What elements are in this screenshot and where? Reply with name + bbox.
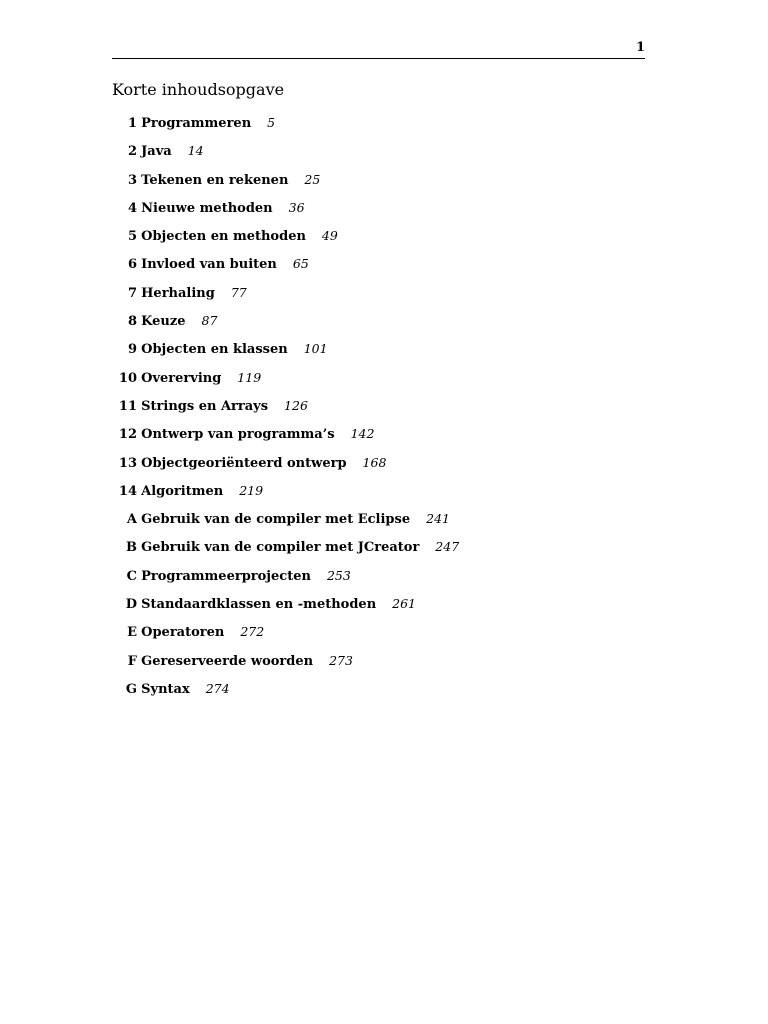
toc-entry-label: Gebruik van de compiler met JCreator <box>141 540 420 556</box>
toc-entry <box>112 595 459 623</box>
toc-entry-label: Overerving <box>141 370 222 386</box>
toc-entry-page: 168 <box>362 454 387 470</box>
toc-entry-number: F <box>127 653 137 669</box>
toc-title: Korte inhoudsopgave <box>112 80 285 99</box>
toc-entry-number: 11 <box>118 398 137 414</box>
toc-entry-number: 2 <box>127 144 137 160</box>
toc-entry-label: Objecten en methoden <box>141 229 306 245</box>
toc-entry-number: 6 <box>127 257 137 273</box>
toc-entry-page: 126 <box>284 397 308 413</box>
toc-entry-page: 274 <box>205 680 230 696</box>
toc-entry-label: Herhaling <box>141 285 215 301</box>
toc-entry-number: 7 <box>127 285 137 301</box>
toc-entry-number: C <box>126 568 137 584</box>
toc-entry-label: Objecten en klassen <box>141 342 288 358</box>
toc-entry <box>112 142 459 170</box>
toc-entry <box>112 199 459 227</box>
toc-entry <box>112 369 459 397</box>
toc-entry <box>112 425 459 453</box>
toc-entry-page: 142 <box>350 426 375 442</box>
header-rule <box>112 58 645 59</box>
toc-entry-number: 8 <box>127 314 137 330</box>
toc-entry <box>112 567 459 595</box>
toc-entry <box>112 397 459 425</box>
toc-entry-label: Tekenen en rekenen <box>141 172 289 188</box>
toc-entry-number: G <box>125 681 137 697</box>
toc-list <box>112 114 459 708</box>
toc-entry <box>112 255 459 283</box>
toc-entry-number: E <box>127 625 137 641</box>
toc-entry-label: Objectgeoriënteerd ontwerp <box>141 455 347 471</box>
toc-entry-label: Gereserveerde woorden <box>141 653 314 669</box>
toc-entry-label: Programmeerprojecten <box>141 568 311 584</box>
toc-entry-number: B <box>126 540 137 556</box>
toc-entry-number: 9 <box>127 342 137 358</box>
toc-entry <box>112 623 459 651</box>
toc-entry <box>112 510 459 538</box>
toc-entry-number: D <box>125 597 137 613</box>
toc-entry-label: Gebruik van de compiler met Eclipse <box>141 512 411 528</box>
toc-entry-label: Syntax <box>141 681 190 697</box>
toc-entry-number: 10 <box>118 370 137 386</box>
toc-entry <box>112 114 459 142</box>
toc-entry-page: 247 <box>435 539 460 555</box>
toc-entry <box>112 340 459 368</box>
toc-entry-page: 65 <box>292 256 309 272</box>
toc-entry-page: 87 <box>201 313 218 329</box>
toc-entry-page: 77 <box>230 284 247 300</box>
toc-entry <box>112 454 459 482</box>
toc-entry-page: 219 <box>239 482 264 498</box>
toc-entry-page: 5 <box>267 115 276 130</box>
toc-entry-page: 253 <box>326 567 351 583</box>
toc-entry-page: 14 <box>187 143 204 159</box>
toc-entry-label: Operatoren <box>141 625 225 641</box>
toc-entry-page: 241 <box>426 511 450 527</box>
toc-entry-number: A <box>126 512 137 528</box>
toc-entry-label: Keuze <box>141 314 186 330</box>
toc-entry <box>112 171 459 199</box>
toc-entry-page: 273 <box>329 652 353 668</box>
toc-entry-page: 49 <box>321 228 338 244</box>
toc-entry <box>112 482 459 510</box>
toc-entry-label: Strings en Arrays <box>141 398 269 414</box>
toc-entry-number: 3 <box>127 172 137 188</box>
toc-entry-page: 272 <box>240 624 265 640</box>
toc-entry-number: 5 <box>127 229 137 245</box>
toc-entry <box>112 312 459 340</box>
toc-entry <box>112 284 459 312</box>
toc-entry-page: 36 <box>288 199 305 215</box>
toc-entry <box>112 652 459 680</box>
toc-entry-label: Standaardklassen en -methoden <box>141 597 377 613</box>
toc-entry-number: 1 <box>127 116 137 131</box>
toc-entry-number: 14 <box>118 483 137 499</box>
toc-entry-label: Programmeren <box>141 116 252 131</box>
toc-entry-label: Java <box>141 144 172 160</box>
toc-entry-number: 4 <box>127 200 137 216</box>
toc-entry-page: 261 <box>392 596 417 612</box>
toc-entry-page: 25 <box>304 171 321 187</box>
page-number: 1 <box>635 40 645 55</box>
toc-entry-page: 101 <box>303 341 328 357</box>
toc-entry-label: Algoritmen <box>141 483 224 499</box>
toc-entry-page: 119 <box>237 369 262 385</box>
toc-entry-label: Ontwerp van programma’s <box>141 427 335 443</box>
toc-entry <box>112 680 459 708</box>
toc-entry-number: 13 <box>118 455 137 471</box>
toc-entry-number: 12 <box>118 427 137 443</box>
toc-entry <box>112 538 459 566</box>
toc-entry-label: Nieuwe methoden <box>141 200 273 216</box>
toc-entry <box>112 227 459 255</box>
toc-entry-label: Invloed van buiten <box>141 257 277 273</box>
